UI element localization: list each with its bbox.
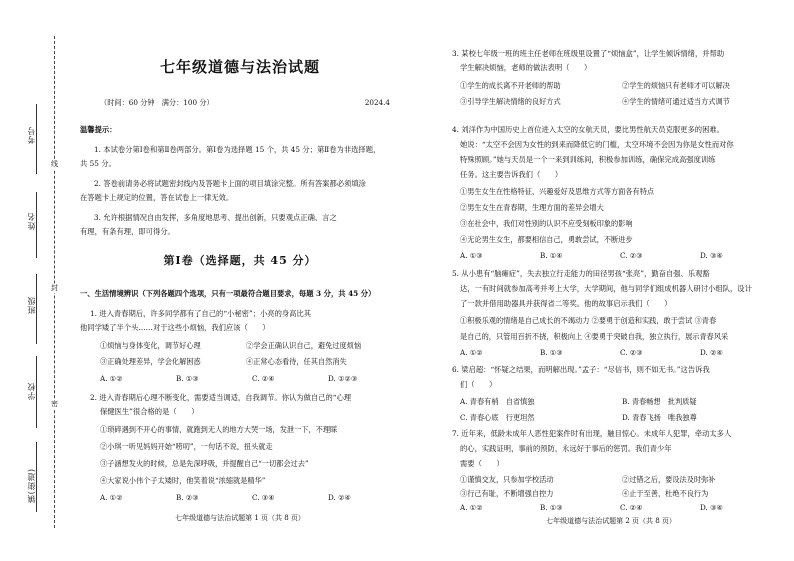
q3-option-2: ②学生的烦恼只有老师才可以解决 (622, 81, 730, 90)
q4-choice-a[interactable]: A. ①③ (460, 251, 483, 260)
q7-choice-a[interactable]: A. ①② (460, 503, 483, 512)
q6-option-d[interactable]: D. 青春飞扬 唯我独尊 (622, 413, 697, 422)
q3-option-3: ③引导学生解决情绪的良好方式 (460, 97, 561, 106)
q1-option-1: ①烦恼与身体变化，调节好心理 (100, 341, 201, 350)
q5-choice-c[interactable]: C. ②③ (620, 348, 643, 357)
notice-2a: 2. 答卷前请务必将试题密封线内及答题卡上面的项目填涂完整。所有答案都必须填涂 (94, 179, 366, 188)
q4-choice-d[interactable]: D. ③④ (700, 251, 723, 260)
seal-line (54, 36, 55, 528)
school-field[interactable] (36, 356, 37, 428)
exam-meta (100, 97, 390, 108)
q4-choice-b[interactable]: B. ①④ (540, 251, 563, 260)
q6-stem-b: 们（ ） (460, 380, 497, 389)
q1-choice-c[interactable]: C. ②④ (252, 374, 275, 383)
q6-option-a[interactable]: A. 青春有梢 自省慎独 (460, 397, 535, 406)
class-label: 班级 (27, 296, 36, 314)
q2-choice-c[interactable]: C. ③④ (252, 493, 275, 502)
seal-word-seal: 封 (51, 284, 58, 292)
seal-word-secret: 密 (51, 400, 58, 408)
q7-choice-c[interactable]: C. ②④ (620, 503, 643, 512)
q1-stem-b: 他同学矮了半个头……对于这些小烦恼，我们应该（ ） (80, 323, 270, 332)
q6-option-b[interactable]: B. 青春畅想 批判质疑 (622, 397, 697, 406)
name-field[interactable] (36, 192, 37, 258)
q4-stem-b: 她说：“太空不会因为女性的到来而降低它的门槛，太空环境不会因为你是女性而对你 (460, 140, 734, 149)
q3-option-4: ④学生的情绪可通过适当方式调节 (622, 97, 730, 106)
q3-option-1: ①学生的成长离不开老师的帮助 (460, 81, 561, 90)
notice-heading: 温馨提示： (80, 125, 117, 134)
county-field[interactable] (36, 442, 37, 512)
exam-title: 七年级道德与法治试题 (159, 58, 320, 76)
q7-choice-d[interactable]: D. ③④ (700, 503, 723, 512)
county-label: 镇(街道) (27, 468, 36, 504)
q1-stem-a: 1. 进入青春期后，许多同学都有了自己的“小秘密”；小亮的身高比其 (90, 309, 312, 318)
q1-option-4: ④正常心态看待，任其自然消失 (246, 357, 347, 366)
q5-choice-b[interactable]: B. ①③ (540, 348, 563, 357)
q7-option-4: ④止于至善，杜绝不良行为 (622, 489, 709, 498)
q6-option-c[interactable]: C. 青春心底 行更坦然 (460, 413, 535, 422)
school-label: 学校 (27, 382, 36, 400)
binding-strip (0, 0, 66, 561)
q2-choice-d[interactable]: D. ②④ (328, 493, 351, 502)
q2-option-1: ①琐碎遇到不开心的事情，就跑到无人的地方大哭一场，发泄一下，不理睬 (100, 425, 338, 434)
notice-1b: 共 55 分。 (80, 159, 116, 168)
q4-option-1: ①男生女生在性格特征、兴趣爱好及思维方式等方面各有特点 (460, 187, 655, 196)
time-score: （时间：60 分钟 满分：100 分） (100, 98, 214, 107)
q5-stem-a: 5. 从小患有“脑瘫症”，失去独立行走能力的田径男孩“张亮”，勤奋自强、乐观豁 (452, 269, 710, 278)
q7-stem-b: 的心，实践证明，事前的预防，永远好于事后的惩罚。我们青少年 (460, 444, 672, 453)
notice-3a: 3. 允许根据情况自由发挥，多角度地思考、提出创新，只要观点正确、言之 (94, 213, 337, 222)
q4-stem-a: 4. 刘洋作为中国历史上首位进入太空的女航天员，要比男性航天员克服更多的困难。 (452, 125, 724, 134)
q2-stem-a: 2. 进入青春期后心理不断变化，需要适当调适，自我调节。你认为做自己的“心理 (90, 393, 352, 402)
section-title: 第Ⅰ卷（选择题，共 45 分） (163, 254, 317, 267)
q4-stem-c: 特殊照顾。”她与天员是一个一来到训练间，积极参加训练，确保完成高强度训练 (460, 155, 716, 164)
left-footer: 七年级道德与法治试题第 1 页（共 8 页） (175, 514, 305, 522)
class-field[interactable] (36, 274, 37, 344)
q1-choice-a[interactable]: A. ①② (100, 374, 123, 383)
q5-stem-b: 达，一有时间就参加高考并考上大学，大学期间，他与同学们组成机器人研讨小组队，设计 (460, 284, 752, 293)
q2-choice-b[interactable]: B. ②③ (176, 493, 199, 502)
exam-no-field[interactable] (36, 104, 37, 174)
q7-option-1: ①谨慎交友，只参加学校活动 (460, 475, 554, 484)
q7-choice-b[interactable]: B. ①③ (540, 503, 563, 512)
q7-stem-c: 需要（ ） (460, 459, 504, 468)
q3-stem-b: 学生解决烦恼，老师的做法表明（ ） (460, 63, 592, 72)
q2-stem-b: 保健医生”很合格的是（ ） (100, 407, 199, 416)
q5-choice-a[interactable]: A. ①② (460, 348, 483, 357)
q2-option-3: ③子涵想发火的时候，总是先深呼吸，并提醒自己“一切都会过去” (100, 459, 309, 468)
q3-stem-a: 3. 某校七年级一班的班主任老师在班级里设置了“烦恼盒”，让学生倾诉情绪，并帮助 (452, 49, 725, 58)
notice-3b: 有理，有条有理，即可得分。 (80, 227, 175, 236)
q5-option-2: 是自己的，只管用百折不挠，积极向上 ④要勇于突破自我，独立执行，展示青春风采 (460, 332, 729, 341)
exam-date: 2024.4 (364, 98, 390, 107)
q2-choice-a[interactable]: A. ①② (100, 493, 123, 502)
q5-stem-c: 了一款并借用助器具并获得省二等奖。他的故事启示我们（ ） (460, 299, 672, 308)
q7-option-3: ③行己有耻，不断增强自控力 (460, 489, 554, 498)
q4-option-2: ②男生女生在青春期，生理方面的差异会增大 (460, 203, 604, 212)
q1-option-2: ②学会正确认识自己，避免过度烦恼 (246, 341, 362, 350)
q4-option-3: ③在社会中，我们对性别的认识不应受刻板印象的影响 (460, 219, 633, 228)
q1-choice-b[interactable]: B. ①③ (176, 374, 199, 383)
name-label: 姓名 (27, 212, 36, 230)
q4-option-4: ④无论男生女生，都要相信自己，勇敢尝试，不断进步 (460, 235, 633, 244)
q4-stem-d: 任务。这主要告诉我们（ ） (460, 170, 563, 179)
q5-option-1: ①积极乐观的情绪是自己成长的不竭动力 ②要勇于创造和实践，敢于尝试 ③青春 (460, 316, 717, 325)
q4-choice-c[interactable]: C. ②③ (620, 251, 643, 260)
q6-stem-a: 6. 梁启超：“怀疑之结果，而明解出现。”孟子：“尽信书，则不如无书。”这告诉我 (452, 365, 710, 374)
exam-no-label: 考号 (27, 126, 36, 144)
q2-option-2: ②小琪一听见妈妈开始“唠叨”，一句话不说，扭头就走 (100, 442, 273, 451)
q1-option-3: ③正确处理差异，学会化解困惑 (100, 357, 201, 366)
q7-option-2: ②过错之后，要设法及时弥补 (622, 475, 716, 484)
right-footer: 七年级道德与法治试题第 2 页（共 8 页） (546, 517, 676, 525)
notice-2b: 在答题卡上规定的位置，答在试卷上一律无效。 (80, 193, 234, 202)
part1-heading: 一、生活情境辨识（下列各题四个选项，只有一项最符合题目要求，每题 3 分，共 45 分） (80, 289, 376, 298)
q7-stem-a: 7. 近年来，低龄未成年人恶性犯案件时有出现，触目惊心。未成年人犯罪，牵动太多人 (452, 429, 732, 438)
q1-choice-d[interactable]: D. ①②③ (328, 374, 358, 383)
q2-option-4: ④大家说小伟个子太矮时，他笑着说“浓缩就是精华” (100, 476, 266, 485)
notice-1a: 1. 本试卷分第Ⅰ卷和第Ⅱ卷两部分。第Ⅰ卷为选择题 15 个，共 45 分；第Ⅱ卷为非选择题， (94, 145, 381, 154)
q5-choice-d[interactable]: D. ②④ (700, 348, 723, 357)
seal-word-line: 线 (51, 160, 58, 168)
